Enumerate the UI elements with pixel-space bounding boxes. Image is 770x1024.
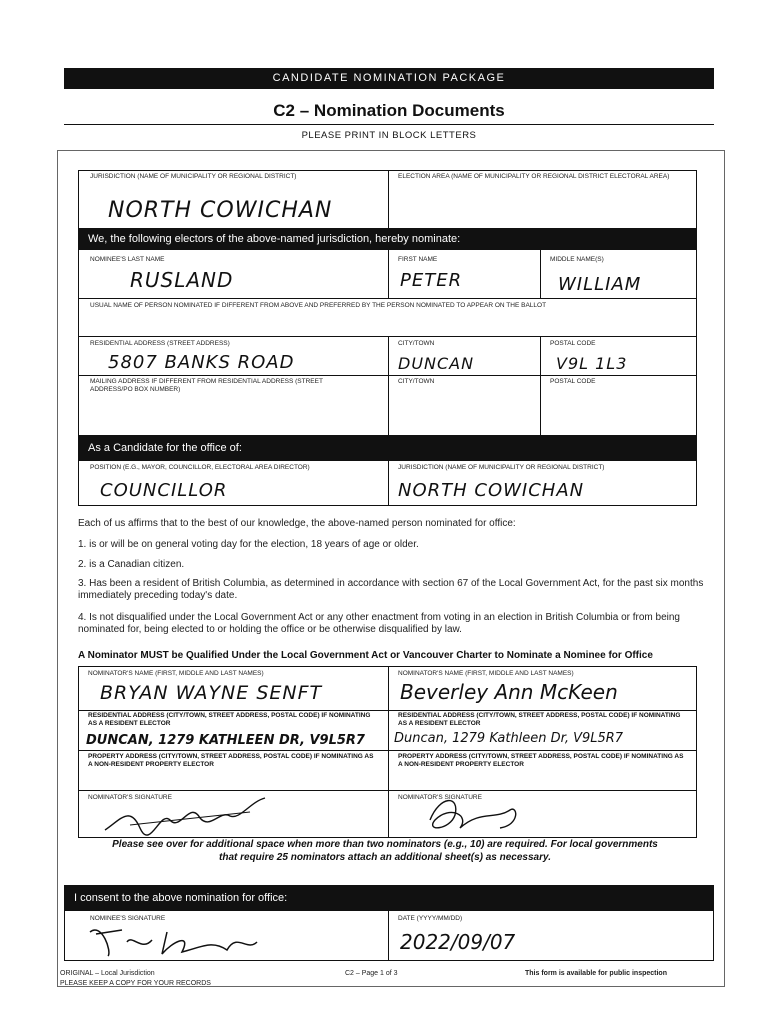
name-divider-2: [540, 250, 541, 298]
package-banner: CANDIDATE NOMINATION PACKAGE: [64, 68, 714, 89]
nominator-1-signature-image: [100, 790, 300, 838]
office-section-header: As a Candidate for the office of:: [78, 436, 697, 460]
consent-date-label: DATE (YYYY/MM/DD): [398, 915, 463, 922]
page-subtitle: PLEASE PRINT IN BLOCK LETTERS: [301, 130, 477, 141]
nominee-section-header: We, the following electors of the above-named jurisdiction, hereby nominate:: [78, 228, 697, 250]
address-divider-1: [388, 336, 389, 436]
nominator-1-rule-1: [78, 710, 388, 711]
additional-nominators-note: Please see over for additional space when more than two nominators (e.g., 10) are required. For local governments that require 25 nominators attach an additional sheet(s) as necessary.: [112, 839, 658, 863]
affirmation-intro: Each of us affirms that to the best of our knowledge, the above-named person nominated for office:: [78, 518, 516, 529]
name-divider-1: [388, 250, 389, 298]
title-divider: [64, 124, 714, 125]
nominator-2-rule-1: [388, 710, 697, 711]
election-area-value[interactable]: [398, 192, 688, 218]
consent-header: I consent to the above nomination for office:: [64, 885, 714, 911]
nominator-1-sig-label: NOMINATOR'S SIGNATURE: [88, 794, 172, 801]
nominator-2-name[interactable]: Beverley Ann McKeen: [400, 680, 618, 704]
nominator-2-sig-label: NOMINATOR'S SIGNATURE: [398, 794, 482, 801]
election-area-label: ELECTION AREA (NAME OF MUNICIPALITY OR REGIONAL DISTRICT ELECTORAL AREA): [398, 173, 670, 180]
nominator-2-prop-label: PROPERTY ADDRESS (CITY/TOWN, STREET ADDRESS, POSTAL CODE) IF NOMINATING AS A NON-RESIDENT PROPERTY ELECTOR: [398, 753, 684, 768]
mailing-label: MAILING ADDRESS IF DIFFERENT FROM RESIDENTIAL ADDRESS (STREET ADDRESS/PO BOX NUMBER): [90, 378, 323, 393]
consent-date-value[interactable]: 2022/09/07: [400, 930, 516, 954]
nominator-1-name-label: NOMINATOR'S NAME (FIRST, MIDDLE AND LAST NAMES): [88, 670, 264, 677]
residential-label: RESIDENTIAL ADDRESS (STREET ADDRESS): [90, 340, 230, 347]
nominator-1-prop-label: PROPERTY ADDRESS (CITY/TOWN, STREET ADDRESS, POSTAL CODE) IF NOMINATING AS A NON-RESIDENT PROPERTY ELECTOR: [88, 753, 374, 768]
first-name-label: FIRST NAME: [398, 256, 438, 263]
nominator-1-res-label: RESIDENTIAL ADDRESS (CITY/TOWN, STREET ADDRESS, POSTAL CODE) IF NOMINATING AS A RESIDENT ELECTOR: [88, 712, 371, 727]
nominator-qualification-note: A Nominator MUST be Qualified Under the Local Government Act or Vancouver Charter to Nominate a Nominee for Office: [78, 650, 653, 661]
footer-public-inspection: This form is available for public inspection: [525, 970, 667, 977]
usual-name-value[interactable]: [90, 314, 690, 334]
city-label: CITY/TOWN: [398, 340, 435, 347]
middle-name-value[interactable]: WILLIAM: [558, 274, 642, 295]
affirmation-item-2: 2. is a Canadian citizen.: [78, 559, 185, 570]
last-name-label: NOMINEE'S LAST NAME: [90, 256, 165, 263]
postal-label: POSTAL CODE: [550, 340, 596, 347]
office-jurisdiction-label: JURISDICTION (NAME OF MUNICIPALITY OR REGIONAL DISTRICT): [398, 464, 605, 471]
nominators-divider: [388, 666, 389, 838]
consent-divider: [388, 911, 389, 961]
affirmation-item-3: 3. Has been a resident of British Columbia, as determined in accordance with section 67 of the Local Government Act, for the past six months immediately preceding today's date.: [78, 578, 704, 601]
residential-value[interactable]: 5807 BANKS ROAD: [108, 352, 295, 373]
nominator-2-name-label: NOMINATOR'S NAME (FIRST, MIDDLE AND LAST NAMES): [398, 670, 574, 677]
jurisdiction-label: JURISDICTION (NAME OF MUNICIPALITY OR REGIONAL DISTRICT): [90, 173, 297, 180]
usual-name-label: USUAL NAME OF PERSON NOMINATED IF DIFFERENT FROM ABOVE AND PREFERRED BY THE PERSON NOMINATED TO APPEAR ON THE BALLOT: [90, 302, 547, 309]
nominator-2-signature-image: [400, 790, 550, 838]
postal-value[interactable]: V9L 1L3: [556, 354, 628, 373]
usual-name-rule: [78, 298, 697, 299]
first-name-value[interactable]: PETER: [400, 270, 463, 291]
position-label: POSITION (E.G., MAYOR, COUNCILLOR, ELECTORAL AREA DIRECTOR): [90, 464, 310, 471]
nominator-1-res[interactable]: DUNCAN, 1279 KATHLEEN DR, V9L5R7: [86, 733, 365, 748]
mailing-city-label: CITY/TOWN: [398, 378, 435, 385]
mailing-postal-label: POSTAL CODE: [550, 378, 596, 385]
address-divider-2: [540, 336, 541, 436]
last-name-value[interactable]: RUSLAND: [130, 268, 234, 292]
nominator-1-name[interactable]: BRYAN WAYNE SENFT: [100, 682, 323, 704]
jurisdiction-value[interactable]: NORTH COWICHAN: [108, 198, 333, 223]
footer-page-number: C2 – Page 1 of 3: [345, 970, 398, 977]
city-value[interactable]: DUNCAN: [398, 354, 475, 373]
mailing-rule: [78, 375, 697, 376]
affirmation-item-4: 4. Is not disqualified under the Local Government Act or any other enactment from voting in an election in British Columbia or from being nominated for, being elected to or holding the office or be otherwise disqualified by law.: [78, 612, 680, 635]
office-divider: [388, 460, 389, 506]
page-title: C2 – Nomination Documents: [273, 101, 505, 120]
nominator-2-rule-2: [388, 750, 697, 751]
nominator-1-rule-2: [78, 750, 388, 751]
footer-original: ORIGINAL – Local Jurisdiction: [60, 970, 155, 977]
middle-name-label: MIDDLE NAME(S): [550, 256, 604, 263]
nominee-signature-image: [82, 912, 282, 960]
footer-keep-copy: PLEASE KEEP A COPY FOR YOUR RECORDS: [60, 980, 211, 987]
jurisdiction-divider: [388, 170, 389, 228]
office-jurisdiction-value[interactable]: NORTH COWICHAN: [398, 480, 585, 501]
affirmation-item-1: 1. is or will be on general voting day for the election, 18 years of age or older.: [78, 539, 419, 550]
position-value[interactable]: COUNCILLOR: [100, 480, 228, 501]
nominator-2-res[interactable]: Duncan, 1279 Kathleen Dr, V9L5R7: [394, 731, 624, 746]
nominator-2-res-label: RESIDENTIAL ADDRESS (CITY/TOWN, STREET ADDRESS, POSTAL CODE) IF NOMINATING AS A RESIDENT ELECTOR: [398, 712, 681, 727]
nominee-signature-label: NOMINEE'S SIGNATURE: [90, 915, 166, 922]
